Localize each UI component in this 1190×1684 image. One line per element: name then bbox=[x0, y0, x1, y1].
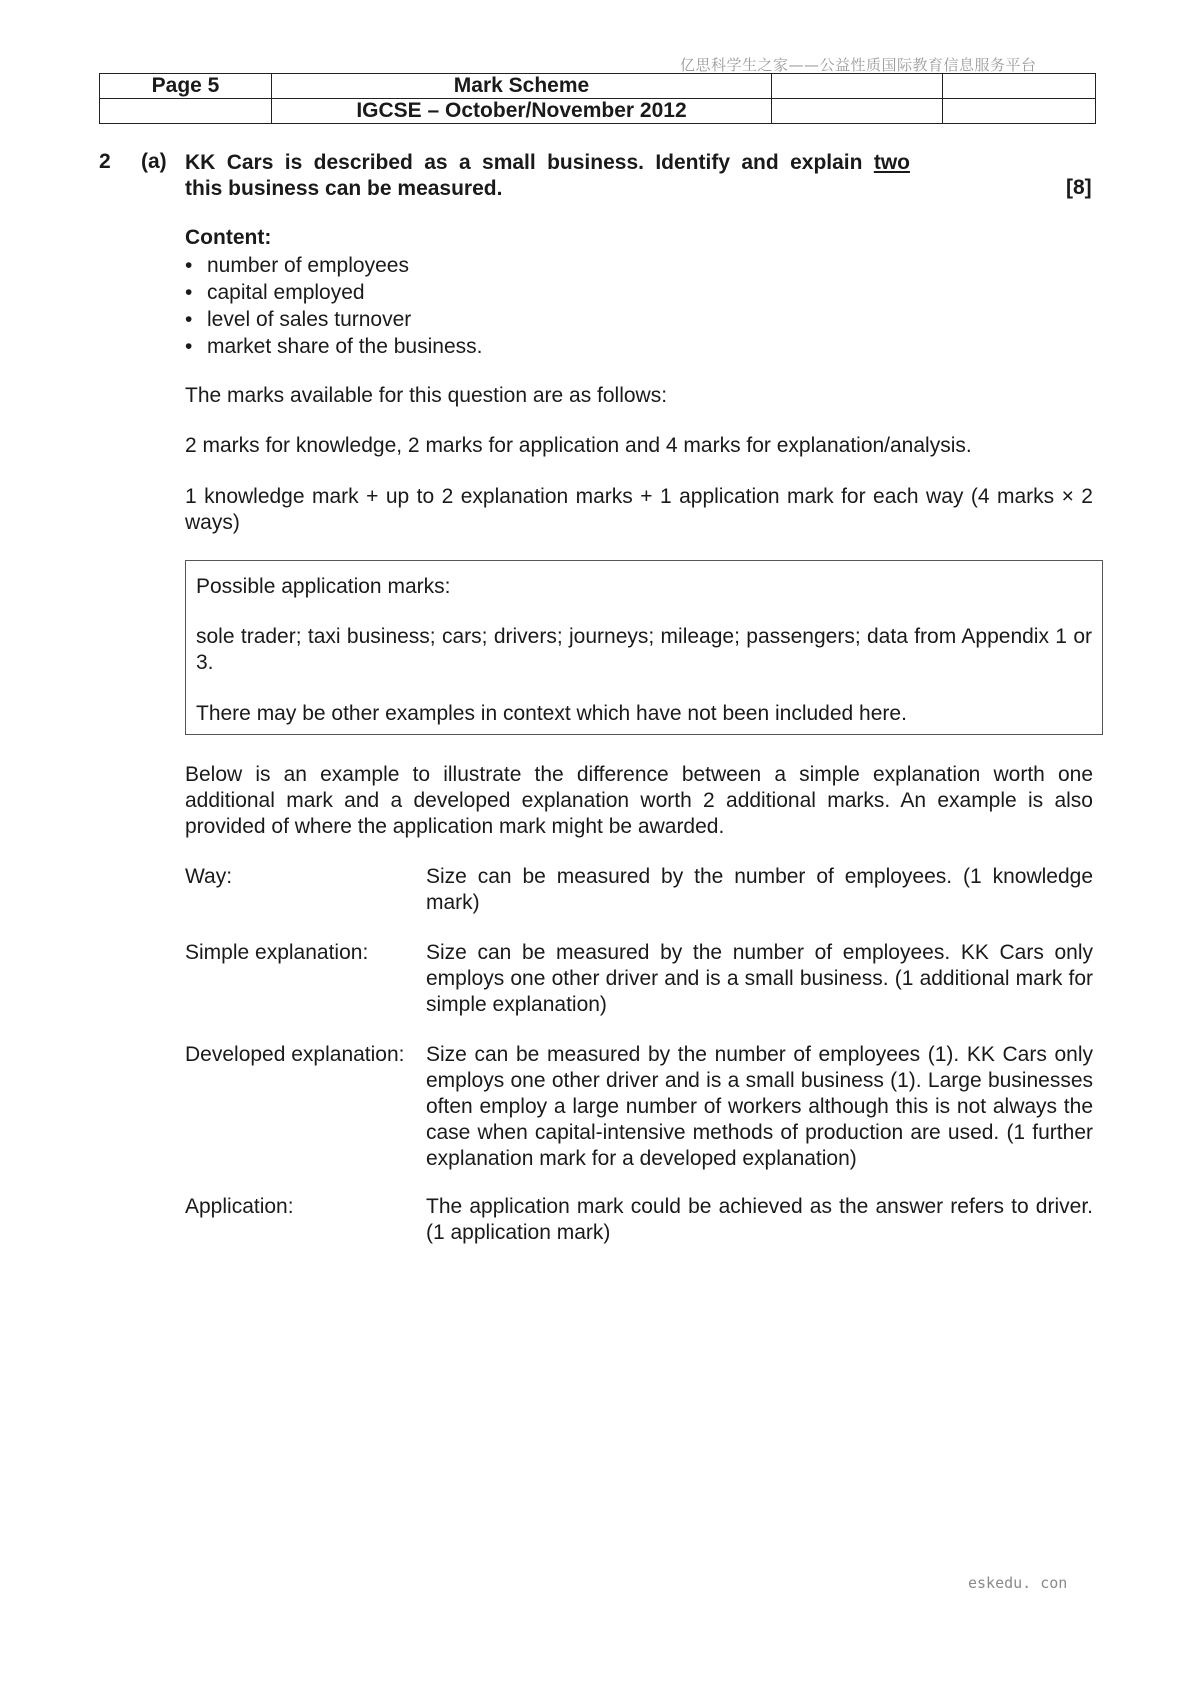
question-text-start: KK Cars is described as a small business. Identify and explain bbox=[185, 151, 863, 174]
page-number: Page 5 bbox=[100, 74, 272, 99]
list-item: • level of sales turnover bbox=[185, 306, 482, 333]
watermark-top: 亿思科学生之家——公益性质国际教育信息服务平台 bbox=[680, 56, 1037, 74]
example-text-simple: Size can be measured by the number of employees. KK Cars only employs one other driver and is a small business. (1 additional mark for simple explanation) bbox=[426, 941, 1093, 1016]
content-heading: Content: bbox=[185, 226, 272, 249]
watermark-bottom: eskedu. con bbox=[968, 1574, 1068, 1592]
content-list bbox=[185, 252, 482, 360]
example-label-way: Way: bbox=[185, 865, 233, 888]
application-box-examples: sole trader; taxi business; cars; drivers; journeys; mileage; passengers; data from Appendix 1 or 3. bbox=[196, 625, 1092, 674]
example-label-developed: Developed explanation: bbox=[185, 1043, 405, 1066]
application-box-heading: Possible application marks: bbox=[196, 575, 451, 598]
example-text-application: The application mark could be achieved as the answer refers to driver. (1 application mark) bbox=[426, 1195, 1093, 1244]
example-intro-text: Below is an example to illustrate the difference between a simple explanation worth one additional mark and a developed explanation worth 2 additional marks. An example is also provided of where the application mark might be awarded. bbox=[185, 763, 1093, 838]
header-empty-cell bbox=[943, 99, 1096, 124]
question-number: 2 bbox=[99, 150, 111, 173]
header-empty-cell bbox=[772, 74, 943, 99]
header-empty-cell bbox=[100, 99, 272, 124]
question-text bbox=[185, 150, 910, 202]
example-text-developed: Size can be measured by the number of employees (1). KK Cars only employs one other driver and is a small business (1). Large businesses often employ a large number of workers although this is not always the case when capital-intensive methods of production are used. (1 further explanation mark for a developed explanation) bbox=[426, 1043, 1093, 1170]
marks-available-text: The marks available for this question are as follows: bbox=[185, 384, 668, 407]
question-part: (a) bbox=[141, 150, 167, 173]
syllabus-label: IGCSE – October/November 2012 bbox=[272, 99, 772, 124]
list-item: • number of employees bbox=[185, 252, 482, 279]
list-item: • capital employed bbox=[185, 279, 482, 306]
question-marks: [8] bbox=[1066, 176, 1092, 199]
example-text-way: Size can be measured by the number of employees. (1 knowledge mark) bbox=[426, 865, 1093, 914]
header-empty-cell bbox=[772, 99, 943, 124]
list-item: • market share of the business. bbox=[185, 333, 482, 360]
header-empty-cell bbox=[943, 74, 1096, 99]
question-text-end: this business can be measured. bbox=[185, 177, 503, 200]
example-label-simple: Simple explanation: bbox=[185, 941, 369, 964]
question-text-emphasis: two bbox=[873, 151, 910, 174]
document-title: Mark Scheme bbox=[272, 74, 772, 99]
application-marks-box bbox=[185, 560, 1103, 735]
header-table bbox=[99, 73, 1096, 124]
example-label-application: Application: bbox=[185, 1195, 294, 1218]
application-box-note: There may be other examples in context which have not been included here. bbox=[196, 702, 907, 725]
marks-breakdown-text: 2 marks for knowledge, 2 marks for application and 4 marks for explanation/analysis. bbox=[185, 434, 972, 457]
marks-per-way-text: 1 knowledge mark + up to 2 explanation marks + 1 application mark for each way (4 marks × 2 ways) bbox=[185, 485, 1093, 534]
